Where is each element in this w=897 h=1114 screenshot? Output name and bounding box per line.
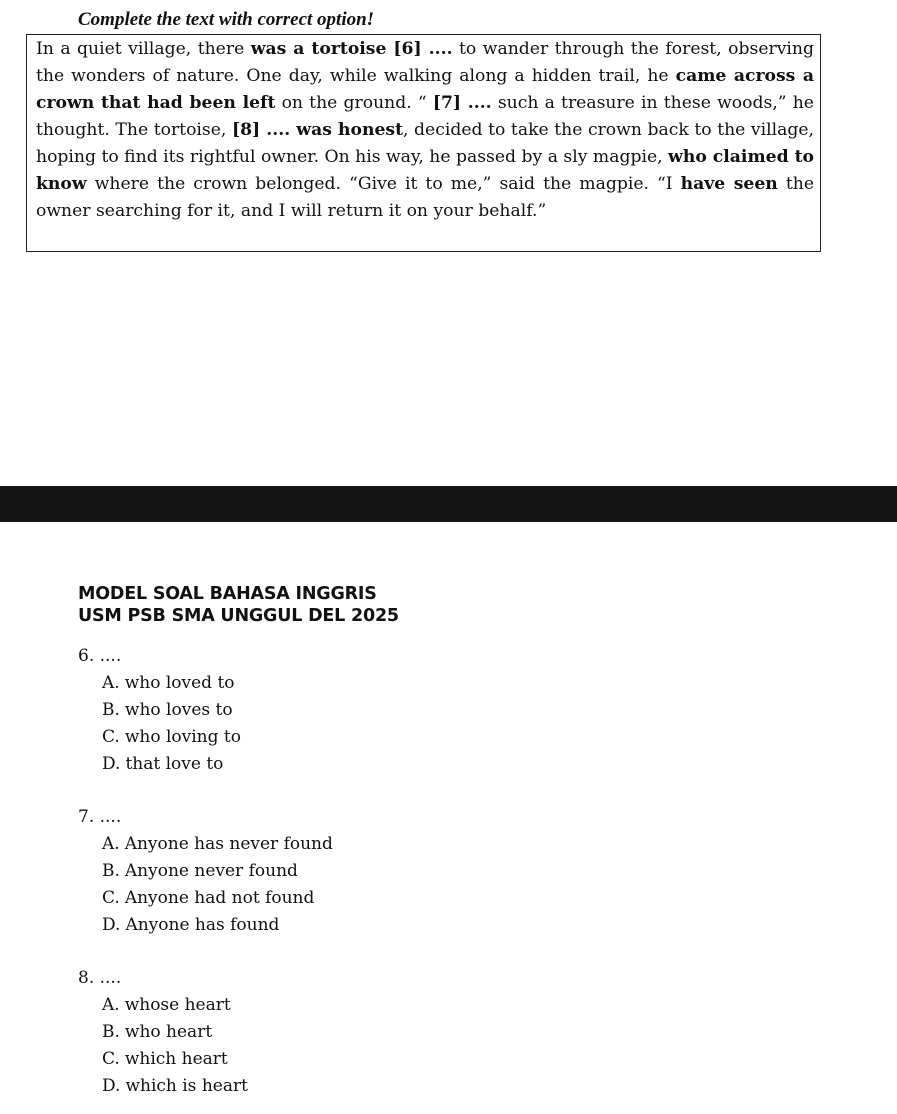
option-text: who loves to: [124, 700, 233, 720]
option-letter: B.: [102, 861, 120, 881]
option-6b[interactable]: [102, 697, 241, 724]
option-6c[interactable]: [102, 724, 241, 751]
passage-bold-segment: have seen: [680, 174, 778, 194]
option-text: who heart: [124, 1022, 213, 1042]
option-letter: C.: [102, 727, 120, 747]
passage-segment: on the ground. “: [275, 93, 433, 113]
option-letter: C.: [102, 1049, 120, 1069]
question-8: [78, 965, 248, 1100]
passage-text: [36, 36, 814, 225]
option-text: which heart: [124, 1049, 228, 1069]
option-letter: B.: [102, 700, 120, 720]
model-title: [78, 583, 399, 627]
option-letter: D.: [102, 915, 121, 935]
option-text: Anyone never found: [124, 861, 298, 881]
option-text: whose heart: [124, 995, 231, 1015]
option-8c[interactable]: [102, 1046, 248, 1073]
option-8b[interactable]: [102, 1019, 248, 1046]
passage-segment: In a quiet village, there: [36, 39, 251, 59]
option-letter: D.: [102, 1076, 121, 1096]
option-letter: C.: [102, 888, 120, 908]
passage-segment: , decided to take the crown back to the village, hoping to find its rightful owner. On his way, he passed by a sly magpie,: [36, 120, 815, 167]
option-7d[interactable]: [102, 912, 333, 939]
option-text: that love to: [125, 754, 224, 774]
instruction-heading: Complete the text with correct option!: [78, 9, 375, 30]
option-text: Anyone has never found: [124, 834, 333, 854]
passage-segment: to wander through the forest, observing the wonders of nature. One day, while walking along a hidden trail, he: [36, 39, 814, 86]
passage-bold-segment: [7] ....: [432, 93, 492, 113]
option-text: which is heart: [125, 1076, 248, 1096]
option-letter: A.: [102, 995, 120, 1015]
option-letter: B.: [102, 1022, 120, 1042]
screenshot-divider-band: [0, 486, 897, 522]
question-6: [78, 643, 241, 778]
model-title-line1: MODEL SOAL BAHASA INGGRIS: [78, 584, 377, 604]
question-number: 8. ....: [78, 968, 122, 988]
question-number: 6. ....: [78, 646, 122, 666]
passage-bold-segment: who claimed to know: [36, 147, 814, 194]
option-letter: A.: [102, 673, 120, 693]
option-6a[interactable]: [102, 670, 241, 697]
option-8d[interactable]: [102, 1073, 248, 1100]
option-7c[interactable]: [102, 885, 333, 912]
option-7b[interactable]: [102, 858, 333, 885]
option-6d[interactable]: [102, 751, 241, 778]
passage-bold-segment: [8] .... was honest: [231, 120, 404, 140]
passage-bold-segment: came across a crown that had been left: [36, 66, 815, 113]
option-7a[interactable]: [102, 831, 333, 858]
question-7: [78, 804, 333, 939]
option-8a[interactable]: [102, 992, 248, 1019]
passage-box: [26, 34, 821, 252]
option-letter: D.: [102, 754, 121, 774]
question-number: 7. ....: [78, 807, 122, 827]
passage-segment: such a treasure in these woods,” he thought. The tortoise,: [36, 93, 814, 140]
option-text: who loving to: [124, 727, 241, 747]
option-text: Anyone had not found: [124, 888, 315, 908]
option-letter: A.: [102, 834, 120, 854]
option-text: who loved to: [124, 673, 235, 693]
passage-segment: where the crown belonged. “Give it to me,” said the magpie. “I: [86, 174, 681, 194]
model-title-line2: USM PSB SMA UNGGUL DEL 2025: [78, 606, 399, 626]
passage-bold-segment: was a tortoise [6] ....: [250, 39, 453, 59]
passage-segment: the owner searching for it, and I will return it on your behalf.”: [36, 174, 814, 221]
option-text: Anyone has found: [125, 915, 280, 935]
